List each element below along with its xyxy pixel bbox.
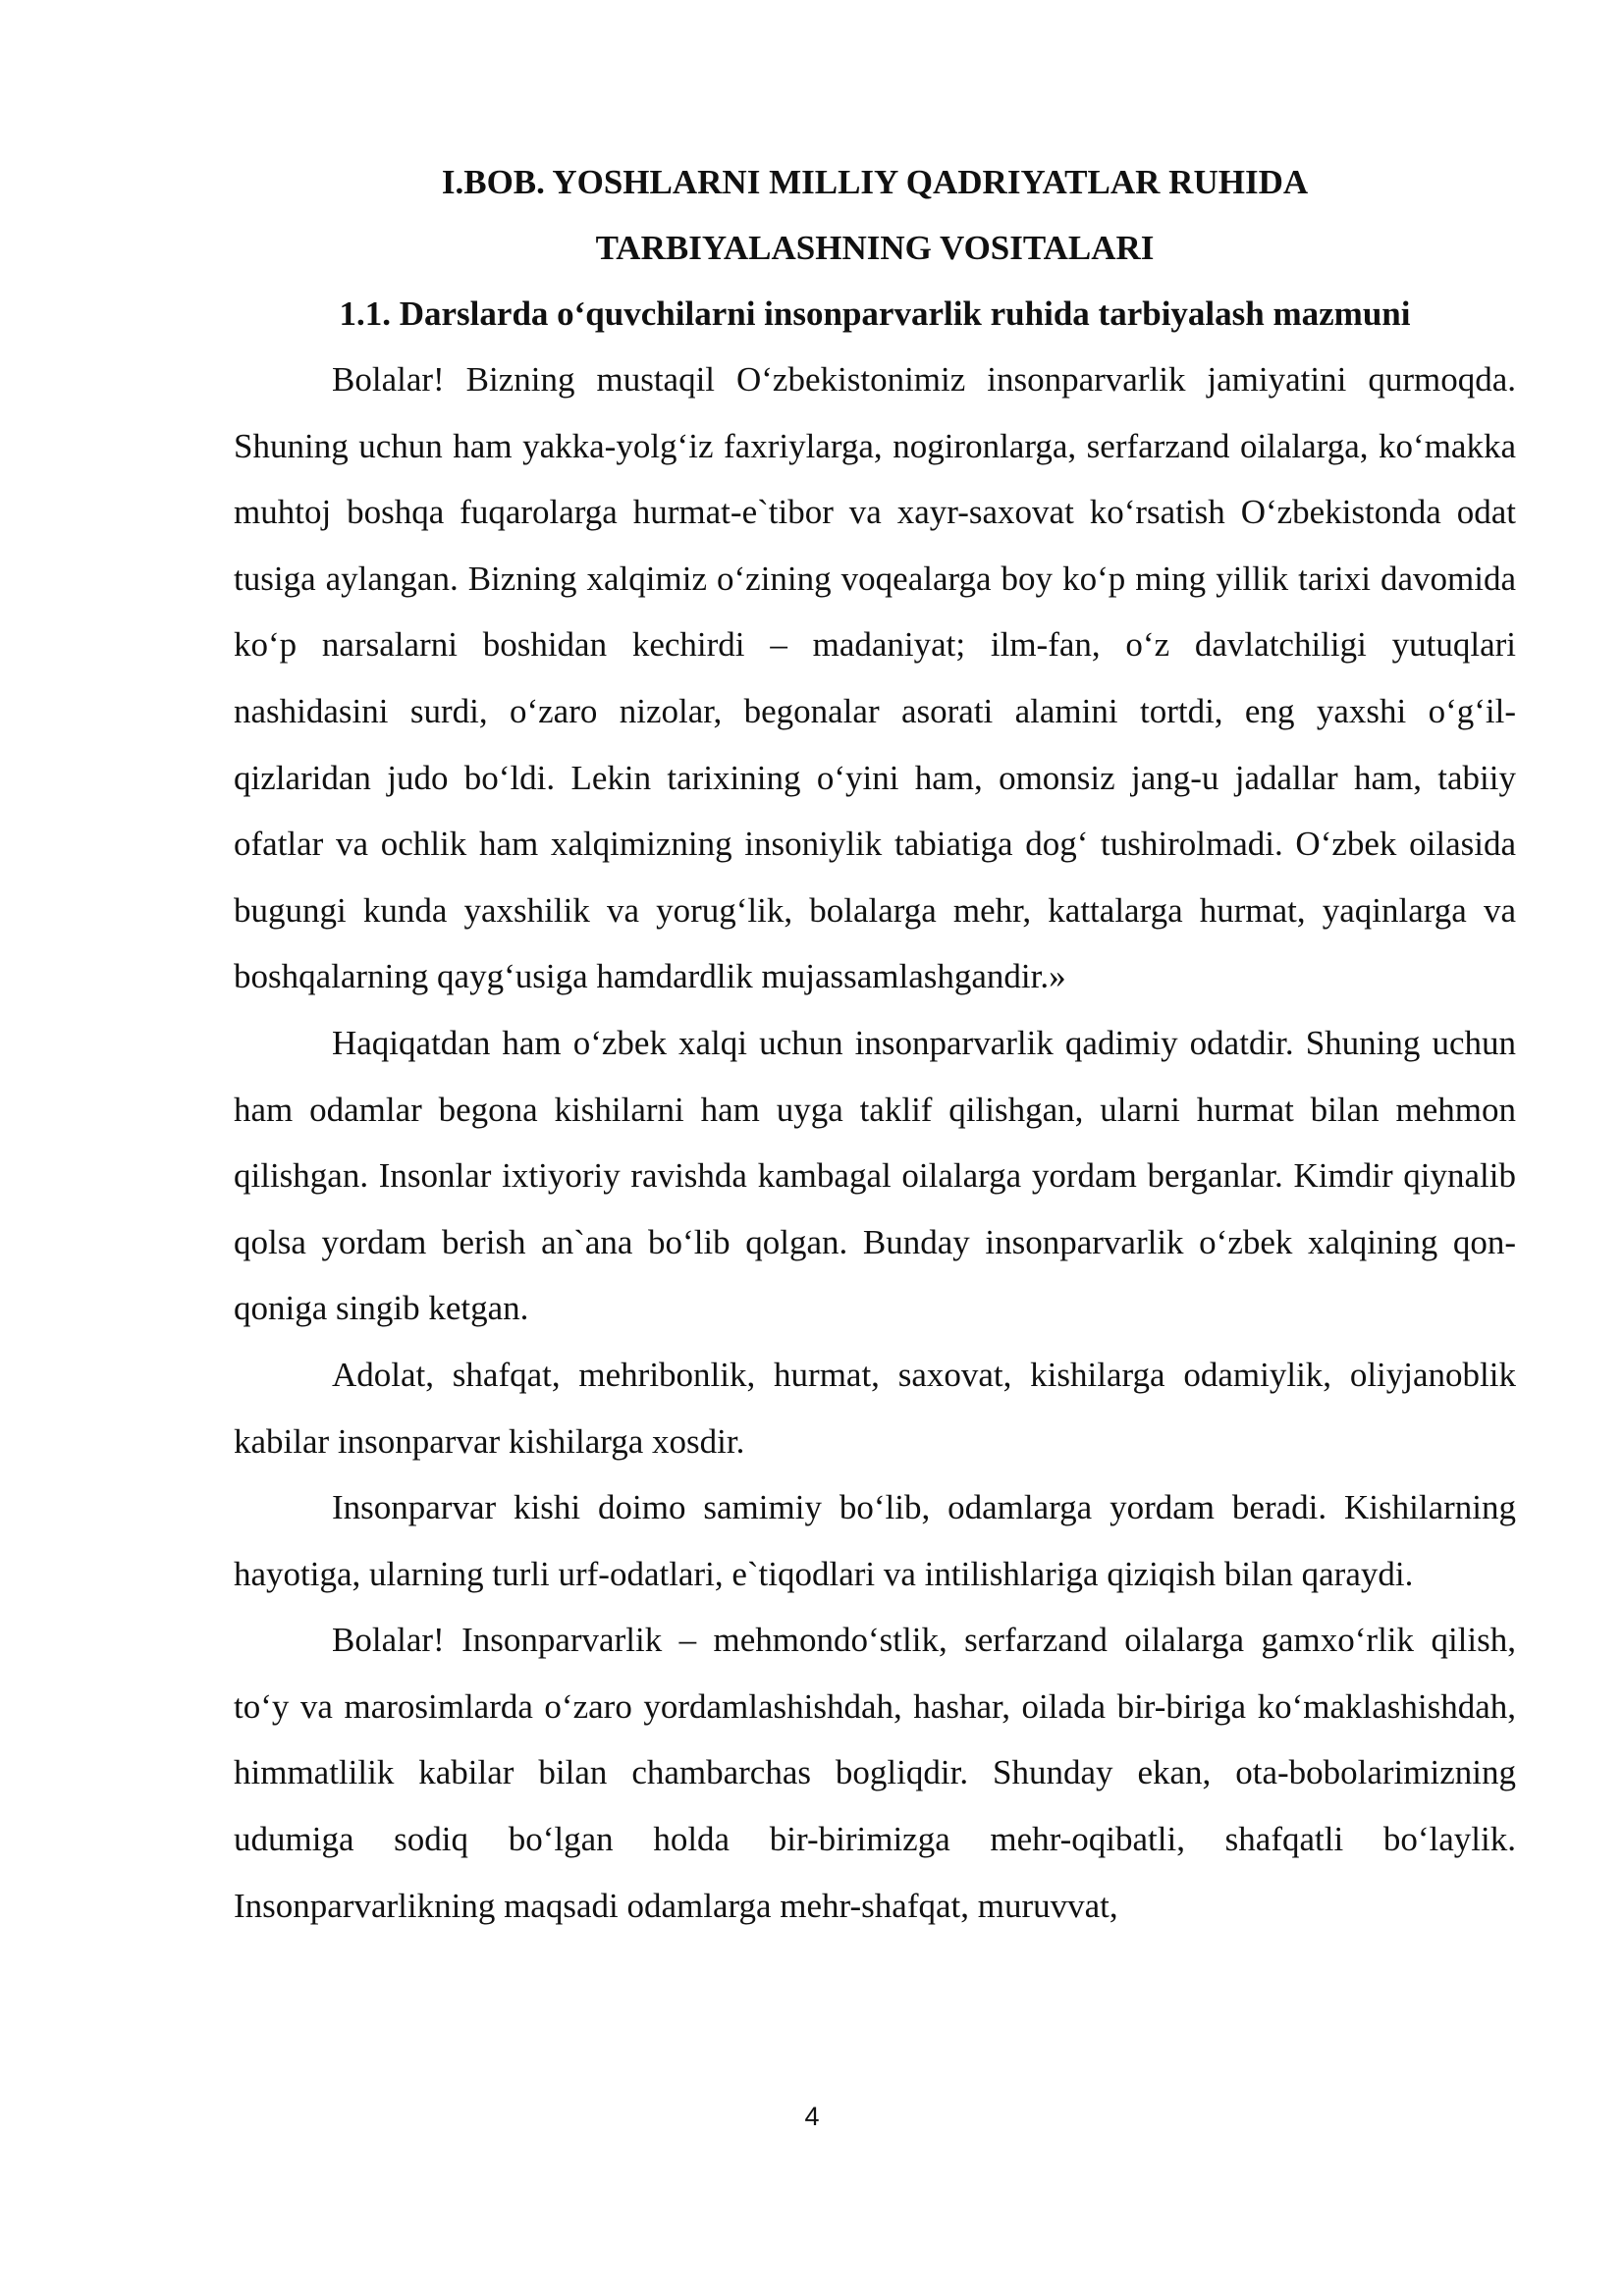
body-paragraph: Bolalar! Insonparvarlik – mehmondo‘stlik, serfarzand oilalarga gamxo‘rlik qilish, to‘y va marosimlarda o‘zaro yordamlashishdah, hashar, oilada bir-biriga ko‘maklashishdah, himmatlilik kabilar bilan chambarchas bogliqdir. Shunday ekan, ota-bobolarimizning udumiga sodiq bo‘lgan holda bir-birimizga mehr-oqibatli, shafqatli bo‘laylik. Insonparvarlikning maqsadi odamlarga mehr-shafqat, muruvvat, (234, 1621, 1516, 1925)
body-paragraph: Insonparvar kishi doimo samimiy bo‘lib, odamlarga yordam beradi. Kishilarning hayotiga, ularning turli urf-odatlari, e`tiqodlari va intilishlariga qiziqish bilan qaraydi. (234, 1488, 1516, 1593)
body-paragraph: Bolalar! Bizning mustaqil O‘zbekistonimiz insonparvarlik jamiyatini qurmoqda. Shuning uchun ham yakka-yolg‘iz faxriylarga, nogironlarga, serfarzand oilalarga, ko‘makka muhtoj boshqa fuqarolarga hurmat-e`tibor va xayr-saxovat ko‘rsatish O‘zbekistonda odat tusiga aylangan. Bizning xalqimiz o‘zining voqealarga boy ko‘p ming yillik tarixi davomida ko‘p narsalarni boshidan kechirdi – madaniyat; ilm-fan, o‘z davlatchiligi yutuqlari nashidasini surdi, o‘zaro nizolar, begonalar asorati alamini tortdi, eng yaxshi o‘g‘il-qizlaridan judo bo‘ldi. Lekin tarixining o‘yini ham, omonsiz jang-u jadallar ham, tabiiy ofatlar va ochlik ham xalqimizning insoniylik tabiatiga dog‘ tushirolmadi. O‘zbek oilasida bugungi kunda yaxshilik va yorug‘lik, bolalarga mehr, kattalarga hurmat, yaqinlarga va boshqalarning qayg‘usiga hamdardlik mujassamlashgandir.» (234, 360, 1516, 996)
body-paragraph: Adolat, shafqat, mehribonlik, hurmat, saxovat, kishilarga odamiylik, oliyjanoblik kabilar insonparvar kishilarga xosdir. (234, 1355, 1516, 1461)
body-paragraph: Haqiqatdan ham o‘zbek xalqi uchun insonparvarlik qadimiy odatdir. Shuning uchun ham odamlar begona kishilarni ham uyga taklif qilishgan, ularni hurmat bilan mehmon qilishgan. Insonlar ixtiyoriy ravishda kambagal oilalarga yordam berganlar. Kimdir qiynalib qolsa yordam berish an`ana bo‘lib qolgan. Bunday insonparvarlik o‘zbek xalqining qon-qoniga singib ketgan. (234, 1023, 1516, 1328)
page-number: 4 (804, 2102, 820, 2131)
page-content (234, 149, 1516, 1939)
chapter-title (234, 149, 1516, 281)
section-title: 1.1. Darslarda o‘quvchilarni insonparvarlik ruhida tarbiyalash mazmuni (339, 294, 1411, 333)
chapter-title-line-1: I.BOB. YOSHLARNI MILLIY QADRIYATLAR RUHIDA (441, 163, 1309, 201)
chapter-title-line-2: TARBIYALASHNING VOSITALARI (595, 229, 1155, 267)
